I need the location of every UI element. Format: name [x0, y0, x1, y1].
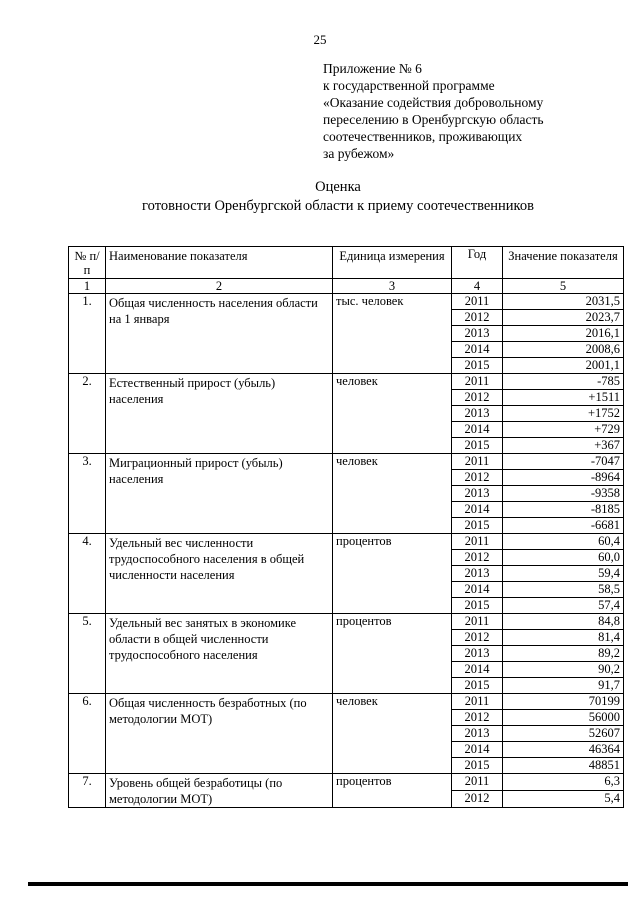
table-row [69, 614, 624, 630]
indicator-value: 56000 [503, 710, 624, 726]
table-row [69, 774, 624, 791]
year: 2012 [452, 630, 503, 646]
year: 2015 [452, 438, 503, 454]
year: 2014 [452, 662, 503, 678]
indicator-value: 58,5 [503, 582, 624, 598]
indicator-name: Общая численность населения области на 1 января [109, 296, 318, 326]
year: 2013 [452, 566, 503, 582]
year: 2014 [452, 742, 503, 758]
unit: человек [333, 374, 452, 454]
col-number: 4 [452, 279, 503, 294]
indicator-value: 81,4 [503, 630, 624, 646]
indicator-value: +1511 [503, 390, 624, 406]
year: 2015 [452, 358, 503, 374]
unit: процентов [333, 534, 452, 614]
indicator-name: Общая численность безработных (по методологии МОТ) [109, 696, 307, 726]
document-title [0, 178, 640, 216]
indicator-value: 2001,1 [503, 358, 624, 374]
footer-divider [28, 882, 628, 886]
indicator-value: 60,4 [503, 534, 624, 550]
year: 2012 [452, 390, 503, 406]
indicator-name: Удельный вес численности трудоспособного населения в общей численности населения [109, 536, 305, 582]
year: 2015 [452, 518, 503, 534]
year: 2011 [452, 694, 503, 710]
year: 2015 [452, 598, 503, 614]
indicator-value: +729 [503, 422, 624, 438]
appendix-line: за рубежом» [323, 146, 395, 161]
table-row [69, 374, 624, 390]
indicator-name-cell [106, 374, 333, 454]
table-header-row [69, 247, 624, 279]
row-number: 4. [69, 534, 106, 614]
year: 2012 [452, 470, 503, 486]
indicator-value: 2016,1 [503, 326, 624, 342]
col-number: 1 [69, 279, 106, 294]
table-row [69, 454, 624, 470]
year: 2011 [452, 534, 503, 550]
indicator-name-cell [106, 294, 333, 374]
appendix-line: соотечественников, проживающих [323, 129, 523, 144]
table-row [69, 694, 624, 710]
indicator-name: Уровень общей безработицы (по методологии МОТ) [109, 776, 283, 806]
indicator-name-cell [106, 774, 333, 808]
col-number: 2 [106, 279, 333, 294]
indicator-value: -785 [503, 374, 624, 390]
indicator-value: 70199 [503, 694, 624, 710]
appendix-line: к государственной программе [323, 78, 495, 93]
indicator-value: 46364 [503, 742, 624, 758]
row-number: 2. [69, 374, 106, 454]
table-row [69, 534, 624, 550]
year: 2012 [452, 550, 503, 566]
appendix-line: Приложение № 6 [323, 61, 422, 76]
indicator-value: 59,4 [503, 566, 624, 582]
indicator-value: -7047 [503, 454, 624, 470]
year: 2012 [452, 310, 503, 326]
year: 2012 [452, 791, 503, 808]
indicator-name-cell [106, 694, 333, 774]
year: 2011 [452, 454, 503, 470]
row-number: 1. [69, 294, 106, 374]
appendix-line: переселению в Оренбургскую область [323, 112, 544, 127]
indicator-value: 2031,5 [503, 294, 624, 310]
unit: человек [333, 694, 452, 774]
indicator-value: -6681 [503, 518, 624, 534]
unit: тыс. человек [333, 294, 452, 374]
indicator-name: Удельный вес занятых в экономике области в общей численности трудоспособного населения [109, 616, 297, 662]
title-line-1: Оценка [315, 179, 361, 195]
year: 2014 [452, 502, 503, 518]
indicator-value: +367 [503, 438, 624, 454]
appendix-line: «Оказание содействия добровольному [323, 95, 544, 110]
unit: человек [333, 454, 452, 534]
unit: процентов [333, 614, 452, 694]
year: 2013 [452, 486, 503, 502]
year: 2014 [452, 342, 503, 358]
row-number: 6. [69, 694, 106, 774]
indicator-value: 2008,6 [503, 342, 624, 358]
year: 2012 [452, 710, 503, 726]
indicator-value: -9358 [503, 486, 624, 502]
indicator-name-cell [106, 454, 333, 534]
indicator-value: 52607 [503, 726, 624, 742]
indicator-value: -8185 [503, 502, 624, 518]
year: 2013 [452, 726, 503, 742]
table-row [69, 294, 624, 310]
indicators-table [68, 246, 624, 808]
indicator-value: 6,3 [503, 774, 624, 791]
year: 2013 [452, 646, 503, 662]
year: 2013 [452, 406, 503, 422]
indicator-value: 2023,7 [503, 310, 624, 326]
column-number-row [69, 279, 624, 294]
title-line-2: готовности Оренбургской области к приему соотечественников [142, 198, 534, 214]
indicator-value: +1752 [503, 406, 624, 422]
header-name: Наименование показателя [106, 247, 333, 279]
year: 2014 [452, 422, 503, 438]
row-number: 3. [69, 454, 106, 534]
col-number: 3 [333, 279, 452, 294]
indicator-value: 57,4 [503, 598, 624, 614]
indicator-name-cell [106, 534, 333, 614]
appendix-note [323, 60, 623, 162]
indicator-value: 84,8 [503, 614, 624, 630]
year: 2011 [452, 374, 503, 390]
indicator-value: 5,4 [503, 791, 624, 808]
year: 2011 [452, 294, 503, 310]
header-year: Год [452, 247, 503, 279]
header-num: № п/п [69, 247, 106, 279]
year: 2015 [452, 678, 503, 694]
indicator-name-cell [106, 614, 333, 694]
year: 2013 [452, 326, 503, 342]
indicator-name: Естественный прирост (убыль) населения [109, 376, 276, 406]
table-body [69, 294, 624, 808]
row-number: 7. [69, 774, 106, 808]
indicator-value: 48851 [503, 758, 624, 774]
indicator-value: 90,2 [503, 662, 624, 678]
year: 2011 [452, 774, 503, 791]
year: 2011 [452, 614, 503, 630]
header-unit: Единица измерения [333, 247, 452, 279]
year: 2014 [452, 582, 503, 598]
indicator-name: Миграционный прирост (убыль) населения [109, 456, 283, 486]
header-value: Значение показателя [503, 247, 624, 279]
year: 2015 [452, 758, 503, 774]
indicator-value: -8964 [503, 470, 624, 486]
indicator-value: 91,7 [503, 678, 624, 694]
indicator-value: 89,2 [503, 646, 624, 662]
row-number: 5. [69, 614, 106, 694]
unit: процентов [333, 774, 452, 808]
col-number: 5 [503, 279, 624, 294]
page-number: 25 [313, 32, 327, 47]
indicator-value: 60,0 [503, 550, 624, 566]
